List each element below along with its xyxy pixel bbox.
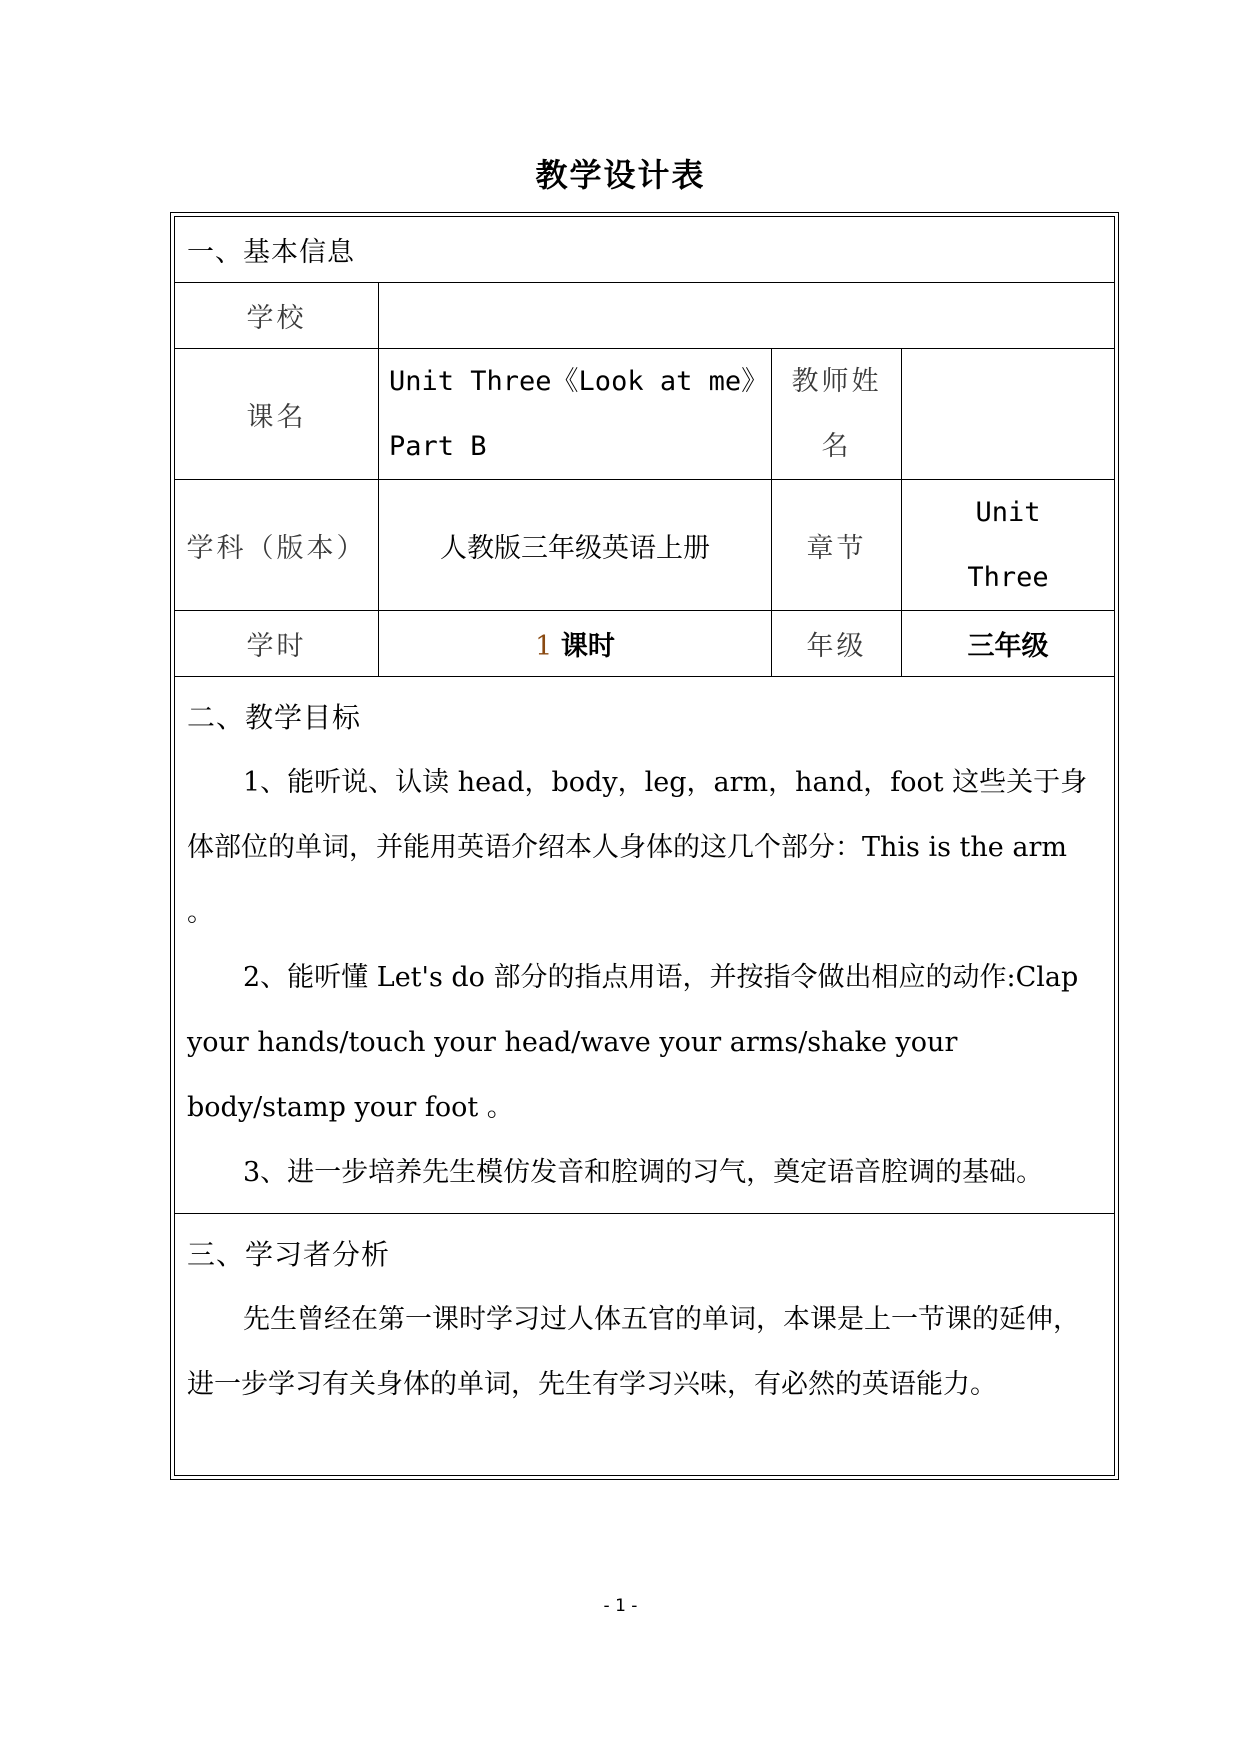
section2-heading: 二、教学目标 [187,701,362,734]
chapter-value [902,480,1115,611]
section2-row [175,677,1115,1214]
teacher-label [772,349,902,480]
teaching-goals-cell [175,677,1115,1214]
subject-value: 人教版三年级英语上册 [379,480,772,611]
page-number: - 1 - [603,1596,638,1616]
learner-analysis-cell [175,1214,1115,1476]
grade-value: 三年级 [902,611,1115,677]
hours-unit: 课时 [560,631,615,662]
course-value-line2: Part B [389,431,487,462]
goal-2: 2、能听懂 Let's do 部分的指点用语，并按指令做出相应的动作:Clap your hands/touch your head/wave your arms/shake your body/stamp your foot 。 [187,962,1079,1123]
learner-analysis-text: 先生曾经在第一课时学习过人体五官的单词，本课是上一节课的延伸，进一步学习有关身体的单词，先生有学习兴味，有必然的英语能力。 [187,1304,1080,1400]
course-value-line1: Unit Three《Look at me》 [389,366,769,397]
teacher-value [902,349,1115,480]
goal-1: 1、能听说、认读 head，body，leg，arm，hand，foot 这些关于身体部位的单词，并能用英语介绍本人身体的这几个部分：This is the arm 。 [187,767,1088,928]
course-row [175,349,1115,480]
school-label: 学校 [175,283,379,349]
section3-row [175,1214,1115,1476]
section3-heading: 三、学习者分析 [187,1238,391,1271]
chapter-value-line2: Three [967,562,1049,593]
hours-value [379,611,772,677]
grade-label: 年级 [772,611,902,677]
document-title: 教学设计表 [535,156,706,194]
subject-label: 学科（版本） [175,480,379,611]
goal-3: 3、进一步培养先生模仿发音和腔调的习气，奠定语音腔调的基础。 [243,1157,1044,1188]
hours-number: 1 [535,631,553,662]
section1-heading-row [175,217,1115,283]
school-value [379,283,1115,349]
section1-heading: 一、基本信息 [175,217,1115,283]
teacher-label-line1: 教师姓 [791,366,882,397]
chapter-value-line1: Unit [975,497,1041,528]
hours-label: 学时 [175,611,379,677]
teacher-label-line2: 名 [821,431,852,462]
subject-row [175,480,1115,611]
design-table [174,216,1115,1476]
course-value [379,349,772,480]
school-row [175,283,1115,349]
chapter-label: 章节 [772,480,902,611]
course-label: 课名 [175,349,379,480]
hours-row [175,611,1115,677]
